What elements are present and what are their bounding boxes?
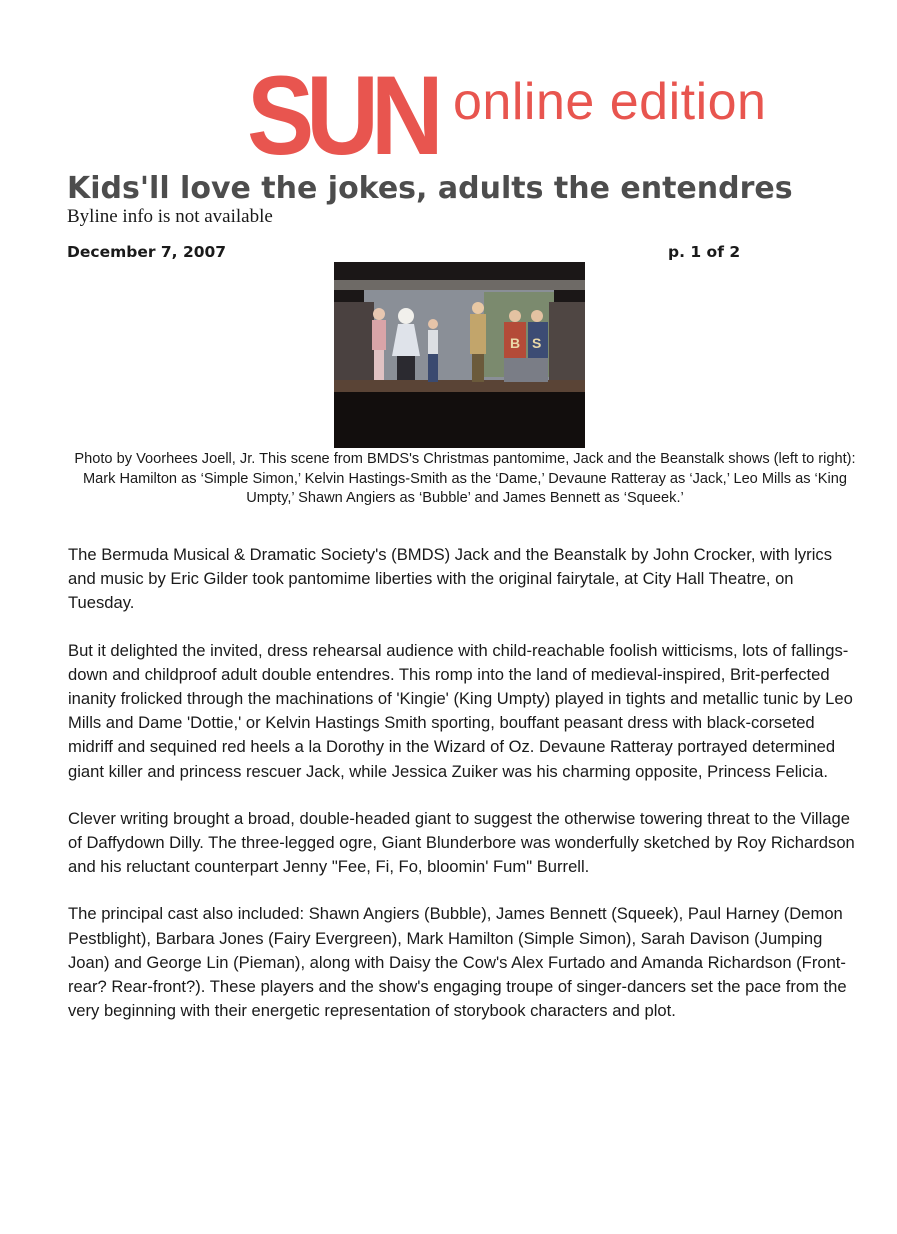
edition-label: online edition	[453, 73, 767, 131]
article-paragraph: The Bermuda Musical & Dramatic Society's (BMDS) Jack and the Beanstalk by John Crocker, with lyrics and music by Eric Gilder took pantomime liberties with the original fairytale, at City Hall Theatre, on Tuesday.	[68, 545, 832, 613]
photo-letter-b: B	[510, 335, 521, 351]
byline: Byline info is not available	[67, 206, 273, 227]
article-headline: Kids'll love the jokes, adults the entendres	[67, 171, 793, 206]
article-body	[68, 543, 860, 1046]
article-paragraph: But it delighted the invited, dress rehearsal audience with child-reachable foolish witticisms, lots of fallings-down and childproof adult double entendres. This romp into the land of medieval-inspired, Brit-perfected inanity frolicked through the machinations of 'Kingie' (King Umpty) played in tights and metallic tunic by Leo Mills and Dame 'Dottie,' or Kelvin Hastings Smith sporting, bouffant peasant dress with black-corseted midriff and sequined red heels a la Dorothy in the Wizard of Oz. Devaune Ratteray portrayed determined giant killer and princess rescuer Jack, while Jessica Zuiker was his charming opposite, Princess Felicia.	[68, 640, 853, 781]
photo-caption: Photo by Voorhees Joell, Jr. This scene from BMDS's Christmas pantomime, Jack and the Beanstalk shows (left to right): Mark Hamilton as ‘Simple Simon,’ Kelvin Hastings-Smith as the ‘Dame,’ Devaune Ratteray as ‘Jack,’ Leo Mills as ‘King Umpty,’ Shawn Angiers as ‘Bubble’ and James Bennett as ‘Squeek.’	[74, 451, 856, 506]
photo-letter-s: S	[532, 335, 542, 351]
article-date: December 7, 2007	[67, 243, 227, 261]
page-number: p. 1 of 2	[668, 243, 741, 261]
article-paragraph: The principal cast also included: Shawn Angiers (Bubble), James Bennett (Squeek), Paul Harney (Demon Pestblight), Barbara Jones (Fairy Evergreen), Mark Hamilton (Simple Simon), Sarah Davison (Jumping Joan) and George Lin (Pieman), along with Daisy the Cow's Alex Furtado and Amanda Richardson (Front-rear? Rear-front?). These players and the show's engaging troupe of singer-dancers set the pace from the very beginning with their energetic representation of storybook characters and plot.	[68, 904, 847, 1021]
article-paragraph: Clever writing brought a broad, double-headed giant to suggest the otherwise towering threat to the Village of Daffydown Dilly. The three-legged ogre, Giant Blunderbore was wonderfully sketched by Roy Richardson and his reluctant counterpart Jenny "Fee, Fi, Fo, bloomin' Fum" Burrell.	[68, 808, 855, 877]
stage-photo-image	[334, 262, 585, 448]
sun-logo: SUN	[247, 53, 436, 178]
masthead	[247, 53, 807, 178]
stage-photo	[334, 262, 585, 448]
